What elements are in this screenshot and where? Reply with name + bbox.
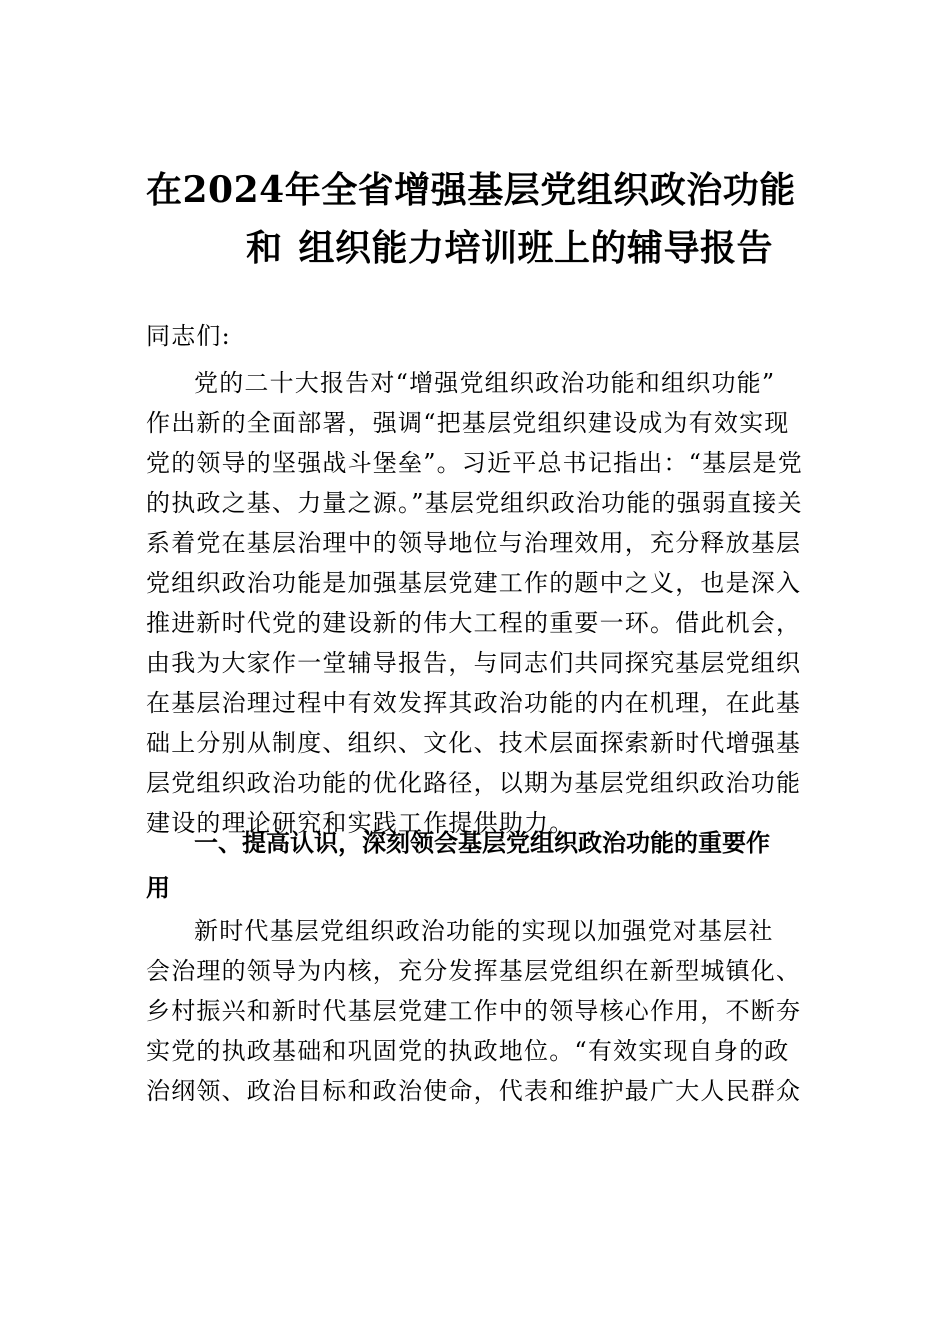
paragraph-line: 在基层治理过程中有效发挥其政治功能的内在机理，在此基 bbox=[146, 689, 802, 717]
paragraph-line: 作出新的全面部署，强调“把基层党组织建设成为有效实现 bbox=[146, 409, 790, 437]
paragraph-1 bbox=[146, 363, 806, 843]
document-title-line-1: 在2024年全省增强基层党组织政治功能 bbox=[146, 169, 796, 211]
paragraph-line: 层党组织政治功能的优化路径，以期为基层党组织政治功能 bbox=[146, 769, 802, 797]
paragraph-line: 党的领导的坚强战斗堡垒”。习近平总书记指出：“基层是党 bbox=[146, 449, 803, 477]
paragraph-line: 治纲领、政治目标和政治使命，代表和维护最广大人民群众 bbox=[146, 1077, 802, 1105]
paragraph-line: 的执政之基、力量之源。”基层党组织政治功能的强弱直接关 bbox=[146, 489, 803, 517]
section-heading-1 bbox=[146, 823, 770, 913]
title-line-2-part-a: 和 bbox=[246, 227, 283, 269]
paragraph-line: 推进新时代党的建设新的伟大工程的重要一环。借此机会， bbox=[146, 609, 802, 637]
paragraph-line: 乡村振兴和新时代基层党建工作中的领导核心作用，不断夯 bbox=[146, 997, 802, 1025]
paragraph-line: 会治理的领导为内核，充分发挥基层党组织在新型城镇化、 bbox=[146, 957, 802, 985]
paragraph-line: 建设的理论研究和实践工作提供助力。 bbox=[146, 809, 575, 837]
paragraph-line: 础上分别从制度、组织、文化、技术层面探索新时代增强基 bbox=[146, 729, 802, 757]
paragraph-2 bbox=[146, 911, 806, 1111]
salutation: 同志们: bbox=[146, 322, 231, 350]
paragraph-line: 新时代基层党组织政治功能的实现以加强党对基层社 bbox=[194, 917, 774, 945]
paragraph-line: 由我为大家作一堂辅导报告，与同志们共同探究基层党组织 bbox=[146, 649, 802, 677]
document-title-line-2 bbox=[246, 224, 950, 272]
paragraph-line: 系着党在基层治理中的领导地位与治理效用，充分释放基层 bbox=[146, 529, 802, 557]
paragraph-line: 党的二十大报告对“增强党组织政治功能和组织功能” bbox=[194, 369, 776, 397]
heading-line: 一、提高认识，深刻领会基层党组织政治功能的重要作 bbox=[194, 829, 770, 857]
heading-line: 用 bbox=[146, 874, 170, 902]
paragraph-line: 党组织政治功能是加强基层党建工作的题中之义，也是深入 bbox=[146, 569, 802, 597]
paragraph-line: 实党的执政基础和巩固党的执政地位。“有效实现自身的政 bbox=[146, 1037, 790, 1065]
title-line-2-part-b: 组织能力培训班上的辅导报告 bbox=[298, 227, 774, 269]
